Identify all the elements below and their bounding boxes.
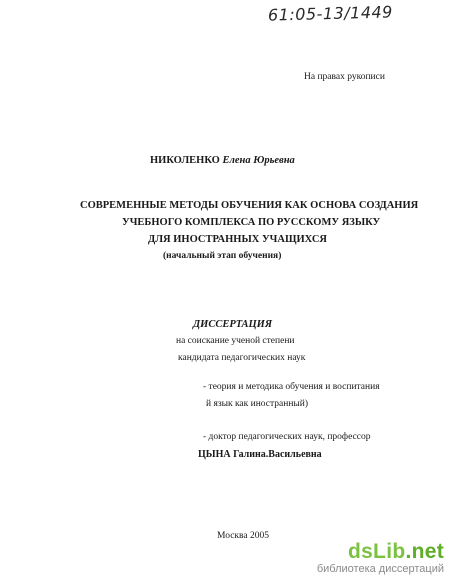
city-year: Москва 2005: [217, 531, 269, 541]
author-name: [150, 155, 295, 166]
dslib-logo-main: dsLib: [347, 540, 406, 563]
dslib-caption: библиотека диссертаций: [316, 563, 444, 575]
author-surname: НИКОЛЕНКО: [150, 155, 220, 166]
specialty-line-2: й язык как иностранный): [206, 399, 309, 409]
rights-notice: На правах рукописи: [304, 72, 385, 82]
author-given-names: Елена Юрьевна: [222, 155, 295, 166]
dissertation-label: ДИССЕРТАЦИЯ: [193, 319, 273, 330]
degree-line-2: кандидата педагогических наук: [178, 353, 306, 363]
dslib-watermark: [317, 541, 444, 576]
title-subtitle: (начальный этап обучения): [163, 251, 282, 261]
dslib-logo-tld: .net: [405, 540, 444, 563]
archive-code-handwritten: 61:05-13/1449: [267, 2, 394, 25]
degree-line-1: на соискание ученой степени: [176, 336, 295, 346]
supervisor-name: ЦЫНА Галина.Васильевна: [198, 449, 322, 460]
title-line-1: СОВРЕМЕННЫЕ МЕТОДЫ ОБУЧЕНИЯ КАК ОСНОВА СОЗДАНИЯ: [80, 200, 419, 211]
title-line-3: ДЛЯ ИНОСТРАННЫХ УЧАЩИХСЯ: [148, 234, 328, 245]
dslib-logo: [317, 541, 444, 563]
specialty-line-1: - теория и методика обучения и воспитания: [203, 382, 380, 392]
title-line-2: УЧЕБНОГО КОМПЛЕКСА ПО РУССКОМУ ЯЗЫКУ: [122, 217, 381, 228]
supervisor-title: - доктор педагогических наук, профессор: [203, 432, 371, 442]
